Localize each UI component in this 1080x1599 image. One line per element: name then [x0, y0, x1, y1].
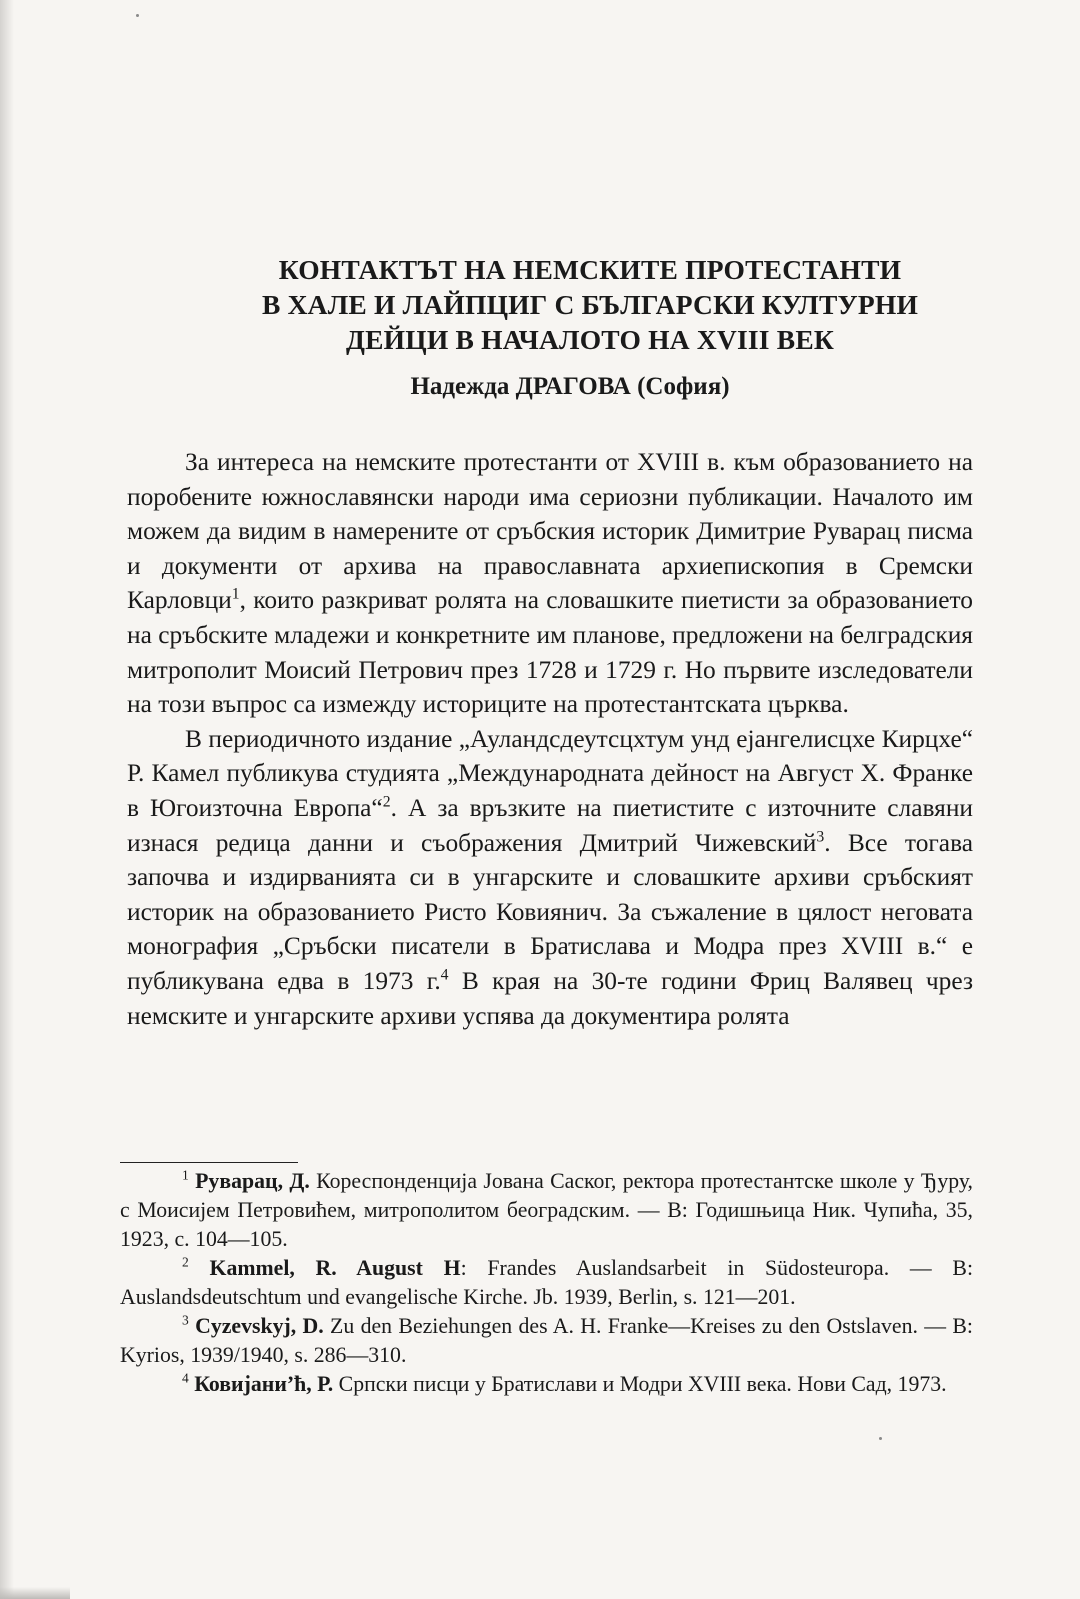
- text-run: В края на 30-те години Фриц Валявец чрез немските и унгарските архиви успява да документира ролята: [127, 966, 973, 1030]
- footnote-ref: 3: [816, 828, 825, 846]
- footnote: [120, 1370, 973, 1399]
- footnote: [120, 1167, 973, 1254]
- text-run: . А за връзките на пиетистите с източните славяни изнася редица данни и съображения Дмитрий Чижевский: [127, 793, 973, 857]
- footnote-author: Ковијани’ћ, Р.: [194, 1372, 334, 1396]
- body-paragraph: [127, 445, 973, 722]
- footnote-number: 4: [182, 1370, 189, 1386]
- scan-edge-shadow: [0, 0, 14, 1599]
- body-paragraph: [127, 722, 973, 1033]
- footnote-text: Zu den Beziehungen des A. H. Franke—Kreises zu den Ostslaven. — В: Kyrios, 1939/1940, s. 286—310.: [120, 1314, 973, 1367]
- footnote-ref: 1: [231, 585, 240, 603]
- text-run: За интереса на немските протестанти от XVIII в. към образованието на поробените южнославянски народи има сериозни публикации. Началото им можем да видим в намерените от сръбския историк Димитрие Руварац писма и документи от архива на православната архиепископия в Сремски Карловци: [127, 448, 973, 615]
- title-line: КОНТАКТЪТ НА НЕМСКИТЕ ПРОТЕСТАНТИ: [278, 254, 902, 285]
- article-body: [127, 445, 973, 1033]
- footnote-separator: [120, 1162, 298, 1163]
- title-line: ДЕЙЦИ В НАЧАЛОТО НА XVIII ВЕК: [345, 324, 835, 355]
- title-line: В ХАЛЕ И ЛАЙПЦИГ С БЪЛГАРСКИ КУЛТУРНИ: [261, 289, 919, 320]
- footnote-author: Руварац, Д.: [195, 1169, 310, 1193]
- text-run: , които разкриват ролята на словашките пиетисти за образованието на сръбските младежи и конкретните им планове, предложени на белградския митрополит Моисий Петрович през 1728 и 1729 г. Но първите изследователи на този въпрос са измежду историците на протестантската църква.: [127, 586, 973, 719]
- footnote-number: 3: [182, 1312, 189, 1328]
- scan-speck: [136, 14, 139, 17]
- text-run: . Все тогава започва и издирванията си в унгарските и словашките архиви сръбският историк на образованието Ристо Ковиянич. За съжаление в цялост неговата монография „Сръбски писатели в Братислава и Модра през XVIII в.“ е публикувана едва в 1973 г.: [127, 828, 973, 995]
- scan-corner-shadow: [0, 1587, 70, 1599]
- footnote-number: 1: [182, 1167, 189, 1183]
- article-author: Надежда ДРАГОВА (София): [410, 373, 730, 400]
- footnotes: [120, 1167, 973, 1399]
- footnote-text: Кореспонденција Јована Саског, ректора протестантске школе у Ђуру, с Моисијем Петровићем, митрополитом београдским. — В: Годишњица Ник. Чупића, 35, 1923, с. 104—105.: [120, 1169, 973, 1251]
- footnote-ref: 4: [440, 966, 449, 984]
- footnote-ref: 2: [382, 793, 391, 811]
- footnote: [120, 1312, 973, 1370]
- footnote-text: : Frandes Auslandsarbeit in Südosteuropa. — В: Auslandsdeutschtum und evangelische Kirche. Jb. 1939, Berlin, s. 121—201.: [120, 1256, 973, 1309]
- footnote-author: Cyzevskyj, D.: [195, 1314, 324, 1338]
- footnote: [120, 1254, 973, 1312]
- scan-speck: [879, 1437, 882, 1440]
- text-run: В периодичното издание „Ауландсдеутсцхтум унд еjангелисцхе Кирцхе“ Р. Камел публикува студията „Международната дейност на Август Х. Франке в Югоизточна Европа“: [127, 724, 973, 822]
- footnote-number: 2: [182, 1254, 189, 1270]
- footnote-author: Kammel, R. August H: [209, 1256, 461, 1280]
- article-title: [230, 252, 950, 357]
- footnote-text: Српски писци у Братислави и Модри XVIII века. Нови Сад, 1973.: [333, 1372, 947, 1396]
